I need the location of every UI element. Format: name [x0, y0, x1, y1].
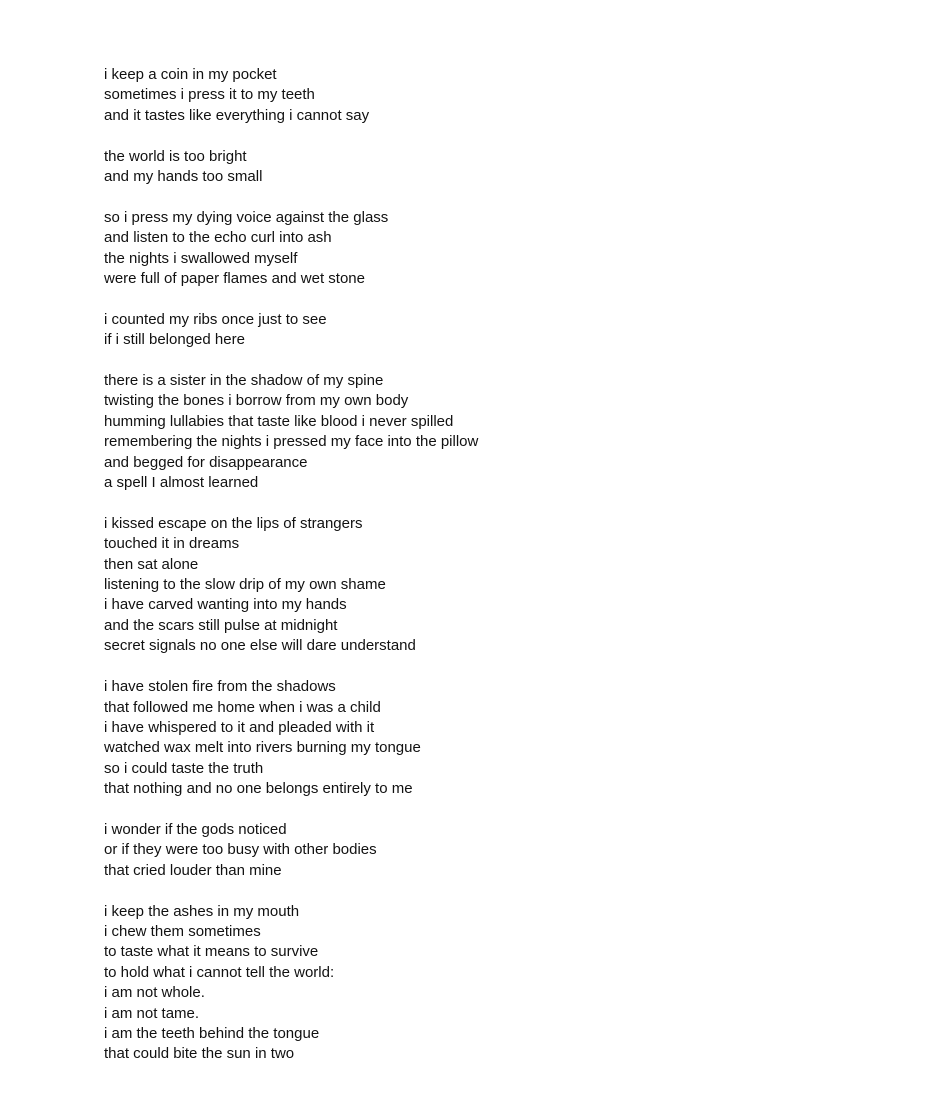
poem-line: and begged for disappearance	[104, 453, 308, 471]
poem-line: i wonder if the gods noticed	[104, 820, 287, 838]
poem-line: listening to the slow drip of my own shame	[104, 576, 386, 594]
poem-line: secret signals no one else will dare understand	[104, 637, 416, 655]
poem-line: i counted my ribs once just to see	[104, 310, 327, 328]
poem-line: that could bite the sun in two	[104, 1045, 295, 1063]
poem-line: i keep the ashes in my mouth	[104, 902, 300, 920]
poem-line: a spell I almost learned	[104, 474, 259, 492]
poem-stanza	[104, 147, 478, 188]
poem-line: that followed me home when i was a child	[104, 698, 381, 716]
poem-line: or if they were too busy with other bodies	[104, 841, 377, 859]
poem-line: and it tastes like everything i cannot say	[104, 106, 370, 124]
poem-line: were full of paper flames and wet stone	[104, 270, 365, 288]
poem-stanza	[104, 310, 478, 351]
poem-line: i am the teeth behind the tongue	[104, 1024, 320, 1042]
poem-line: to taste what it means to survive	[104, 943, 319, 961]
poem-line: so i could taste the truth	[104, 759, 264, 777]
poem-stanza	[104, 902, 478, 1065]
poem-line: i keep a coin in my pocket	[104, 66, 277, 83]
poem-line: the nights i swallowed myself	[104, 249, 298, 267]
poem-line: i chew them sometimes	[104, 922, 261, 940]
poem-line: twisting the bones i borrow from my own body	[104, 392, 409, 410]
poem-line: so i press my dying voice against the glass	[104, 208, 389, 226]
poem-line: that nothing and no one belongs entirely to me	[104, 780, 413, 798]
poem-line: there is a sister in the shadow of my spine	[104, 372, 384, 390]
poem-stanza	[104, 820, 478, 881]
poem-line: i have stolen fire from the shadows	[104, 678, 336, 696]
poem-line: the world is too bright	[104, 147, 247, 165]
poem-line: i have whispered to it and pleaded with it	[104, 718, 375, 736]
poem-stanza	[104, 65, 478, 126]
poem-line: i am not whole.	[104, 984, 205, 1002]
poem-line: humming lullabies that taste like blood i never spilled	[104, 412, 454, 430]
poem-body	[104, 65, 478, 1085]
poem-stanza	[104, 371, 478, 493]
poem-line: i have carved wanting into my hands	[104, 596, 347, 614]
poem-line: and my hands too small	[104, 168, 263, 186]
poem-line: watched wax melt into rivers burning my tongue	[104, 739, 421, 757]
poem-stanza	[104, 677, 478, 799]
poem-line: and listen to the echo curl into ash	[104, 229, 332, 247]
poem-stanza	[104, 208, 478, 290]
poem-line: sometimes i press it to my teeth	[104, 86, 315, 104]
poem-line: then sat alone	[104, 555, 199, 573]
poem-line: touched it in dreams	[104, 535, 240, 553]
poem-line: to hold what i cannot tell the world:	[104, 963, 335, 981]
poem-line: i kissed escape on the lips of strangers	[104, 514, 363, 532]
poem-line: i am not tame.	[104, 1004, 200, 1022]
poem-line: remembering the nights i pressed my face into the pillow	[104, 433, 479, 451]
poem-line: that cried louder than mine	[104, 861, 282, 879]
poem-line: if i still belonged here	[104, 331, 245, 349]
poem-stanza	[104, 514, 478, 657]
poem-line: and the scars still pulse at midnight	[104, 616, 338, 634]
